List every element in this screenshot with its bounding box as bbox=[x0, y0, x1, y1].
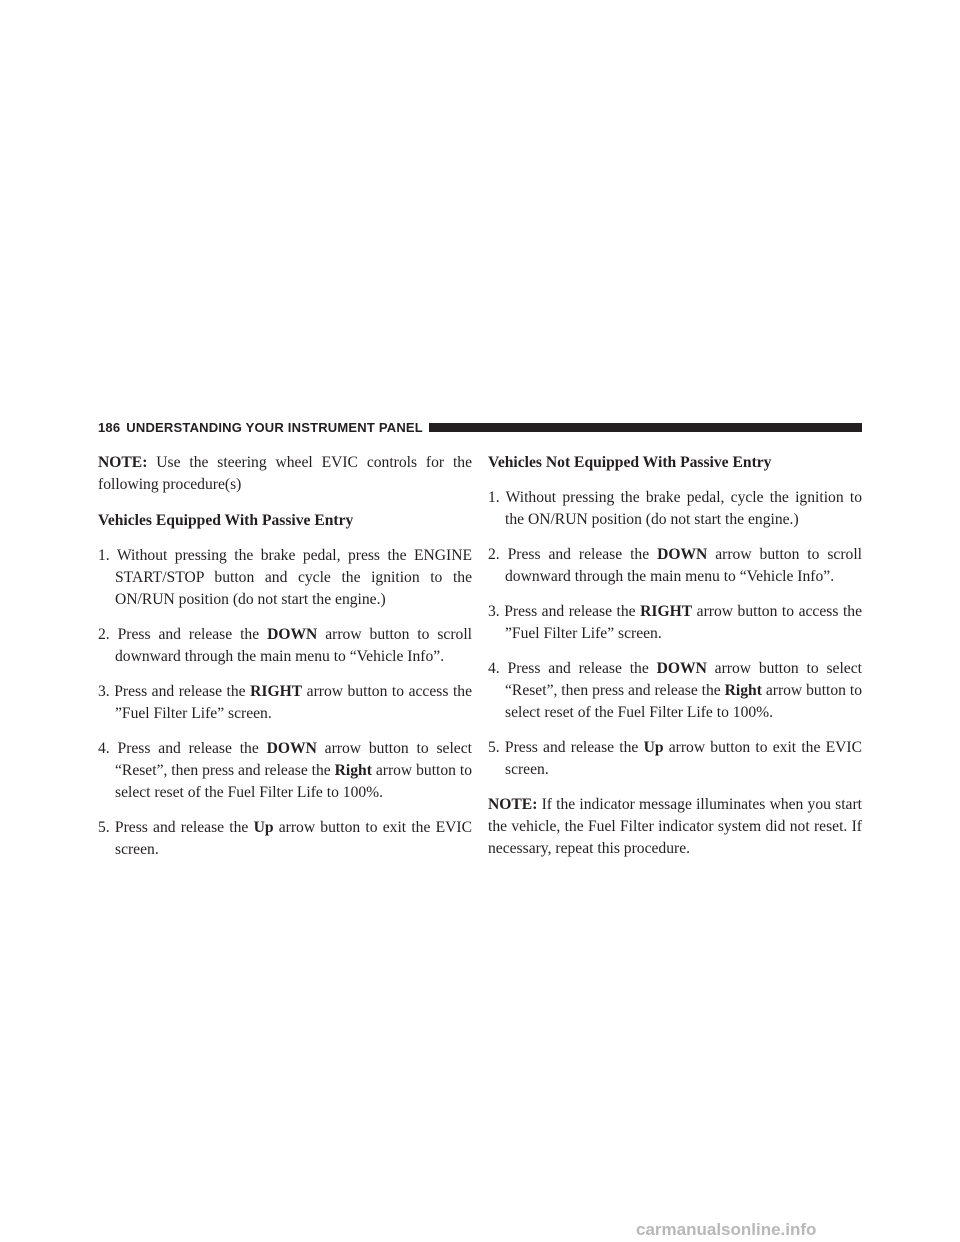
step-text: arrow button to select “Reset”, then press and release the bbox=[115, 740, 472, 779]
note-text: If the indicator message illuminates when you start the vehicle, the Fuel Filter indicator system did not reset. If necessary, repeat this procedure. bbox=[488, 796, 862, 857]
step-text: arrow button to scroll downward through the main menu to “Vehicle Info”. bbox=[115, 626, 472, 665]
step-text: 3. Press and release the bbox=[488, 603, 641, 620]
step-text: arrow button to select reset of the Fuel Filter Life to 100%. bbox=[115, 762, 473, 801]
step-keyword: RIGHT bbox=[640, 603, 693, 620]
step-text: 4. Press and release the bbox=[488, 660, 657, 677]
step-keyword: Up bbox=[253, 819, 274, 836]
step-text: arrow button to select reset of the Fuel Filter Life to 100%. bbox=[505, 682, 863, 721]
step-4 bbox=[488, 658, 862, 724]
page-number: 186 bbox=[98, 419, 121, 435]
step-text: 4. Press and release the bbox=[98, 740, 267, 757]
step-4 bbox=[98, 738, 472, 804]
step-text: 1. Without pressing the brake pedal, cycle the ignition to the ON/RUN position (do not start the engine.) bbox=[488, 489, 862, 528]
right-column bbox=[488, 452, 862, 874]
header-rule bbox=[429, 423, 862, 432]
section-title: UNDERSTANDING YOUR INSTRUMENT PANEL bbox=[126, 419, 423, 435]
step-keyword: DOWN bbox=[267, 626, 318, 643]
step-text: arrow button to exit the EVIC screen. bbox=[505, 739, 862, 778]
step-5 bbox=[98, 817, 472, 861]
step-text: 3. Press and release the bbox=[98, 683, 251, 700]
left-column bbox=[98, 452, 472, 874]
note-text: Use the steering wheel EVIC controls for the following procedure(s) bbox=[98, 454, 472, 493]
step-text: 5. Press and release the bbox=[98, 819, 254, 836]
page-header bbox=[98, 418, 862, 436]
step-5 bbox=[488, 737, 862, 781]
step-keyword: Right bbox=[724, 682, 762, 699]
step-text: arrow button to access the ”Fuel Filter Life” screen. bbox=[505, 603, 862, 642]
section-heading: Vehicles Not Equipped With Passive Entry bbox=[488, 454, 772, 471]
step-keyword: DOWN bbox=[266, 740, 317, 757]
step-keyword: DOWN bbox=[657, 546, 708, 563]
note-paragraph bbox=[488, 794, 862, 860]
step-3 bbox=[488, 601, 862, 645]
note-paragraph bbox=[98, 452, 472, 496]
watermark: carmanualsonline.info bbox=[636, 1220, 817, 1239]
step-text: 5. Press and release the bbox=[488, 739, 644, 756]
step-text: arrow button to access the ”Fuel Filter Life” screen. bbox=[115, 683, 472, 722]
note-label: NOTE: bbox=[98, 454, 148, 471]
step-keyword: RIGHT bbox=[250, 683, 303, 700]
step-text: 1. Without pressing the brake pedal, press the ENGINE START/STOP button and cycle the ignition to the ON/RUN position (do not start the engine.) bbox=[98, 547, 472, 608]
step-keyword: Up bbox=[643, 739, 664, 756]
step-1 bbox=[488, 487, 862, 531]
step-2 bbox=[488, 544, 862, 588]
step-text: arrow button to scroll downward through the main menu to “Vehicle Info”. bbox=[505, 546, 862, 585]
step-2 bbox=[98, 624, 472, 668]
step-keyword: Right bbox=[334, 762, 372, 779]
section-heading: Vehicles Equipped With Passive Entry bbox=[98, 512, 354, 529]
step-text: 2. Press and release the bbox=[488, 546, 658, 563]
step-3 bbox=[98, 681, 472, 725]
step-text: arrow button to select “Reset”, then press and release the bbox=[505, 660, 862, 699]
step-keyword: DOWN bbox=[656, 660, 707, 677]
step-1 bbox=[98, 545, 472, 611]
step-text: 2. Press and release the bbox=[98, 626, 268, 643]
note-label: NOTE: bbox=[488, 796, 538, 813]
step-text: arrow button to exit the EVIC screen. bbox=[115, 819, 472, 858]
